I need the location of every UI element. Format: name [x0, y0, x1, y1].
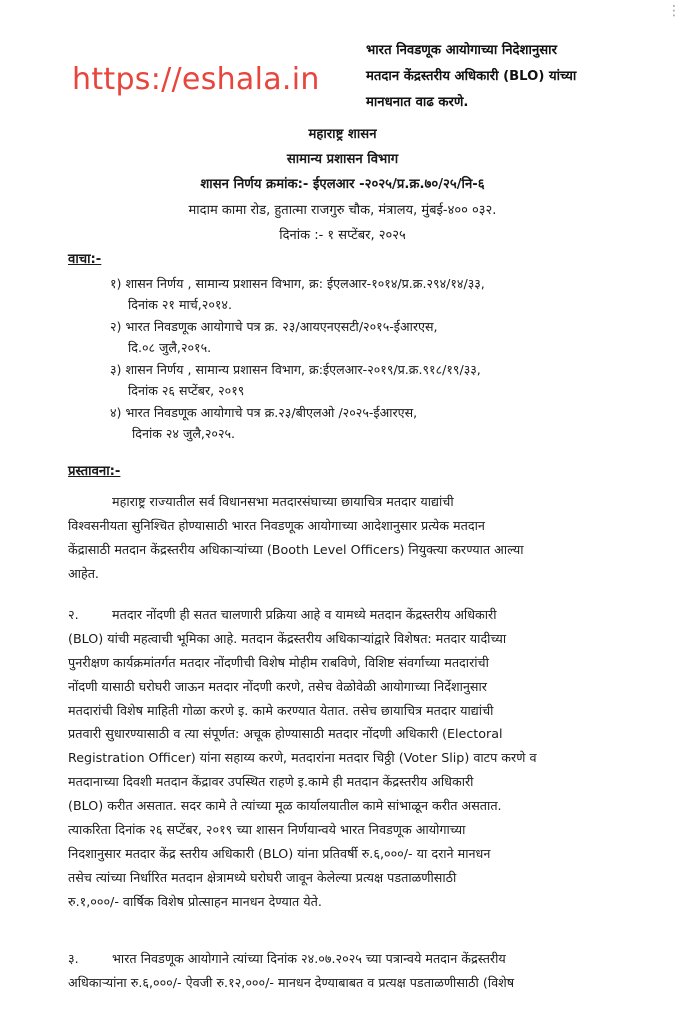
government-title: महाराष्ट्र शासन	[308, 127, 377, 142]
order-number: शासन निर्णय क्रमांक:- ईएलआर -२०२५/प्र.क्र.७०/२५/नि-६	[200, 177, 485, 192]
reference-item: ४) भारत निवडणूक आयोगाचे पत्र क्र.२३/बीएलओ /२०२५-ईआरएस, दिनांक २४ जुलै,२०२५.	[110, 405, 418, 441]
reference-item: २) भारत निवडणूक आयोगाचे पत्र क्र. २३/आयएनएसटी/२०१५-ईआरएस, दि.०८ जुलै,२०१५.	[110, 319, 438, 355]
preamble-heading: प्रस्तावना:-	[68, 464, 121, 479]
paragraph-number: ३.	[68, 951, 79, 966]
department-title: सामान्य प्रशासन विभाग	[286, 152, 399, 167]
reference-item: ३) शासन निर्णय , सामान्य प्रशासन विभाग, क्र:ईएलआर-२०१९/प्र.क्र.९१८/१९/३३, दिनांक २६ सप्टेंबर, २०१९	[110, 362, 481, 398]
preamble-paragraph-1: महाराष्ट्र राज्यातील सर्व विधानसभा मतदारसंघाच्या छायाचित्र मतदार याद्यांची विश्वसनीयता सुनिश्चित होण्यासाठी भारत निवडणूक आयोगाच्या आदेशानुसार प्रत्येक मतदान केंद्रासाठी मतदान केंद्रस्तरीय अधिकाऱ्यांच्या (Booth Level Officers) नियुक्त्या करण्यात आल्या आहेत.	[68, 494, 524, 581]
subject-line: भारत निवडणूक आयोगाच्या निदेशानुसार	[366, 43, 557, 58]
vertical-dots-icon[interactable]: ⋮	[667, 3, 681, 19]
subject-line: मानधनात वाढ करणे.	[366, 95, 469, 110]
preamble-paragraph-2: २. मतदार नोंदणी ही सतत चालणारी प्रक्रिया आहे व यामध्ये मतदान केंद्रस्तरीय अधिकारी (BLO) यांची महत्वाची भूमिका आहे. मतदान केंद्रस्तरीय अधिकाऱ्यांद्वारे विशेषत: मतदार यादीच्या पुनरीक्षण कार्यक्रमांतर्गत मतदार नोंदणीची विशेष मोहीम राबविणे, विशिष्ट संवर्गाच्या मतदारांची नोंदणी यासाठी घरोघरी जाऊन मतदार नोंदणी करणे, तसेच वेळोवेळी आयोगाच्या निर्देशानुसार मतदारांची विशेष माहिती गोळा करणे इ. कामे करण्यात येतात. तसेच छायाचित्र मतदार याद्यांची प्रतवारी सुधारण्यासाठी व त्या संपूर्णत: अचूक होण्यासाठी मतदार नोंदणी अधिकारी (Electoral Registration Officer) यांना सहाय्य करणे, मतदारांना मतदार चिठ्ठी (Voter Slip) वाटप करणे व मतदानाच्या दिवशी मतदान केंद्रावर उपस्थित राहणे इ.कामे ही मतदान केंद्रस्तरीय अधिकारी (BLO) करीत असतात. सदर कामे ते त्यांच्या मूळ कार्यालयातील कामे सांभाळून करीत असतात. त्याकरिता दिनांक २६ सप्टेंबर, २०१९ च्या शासन निर्णयान्वये भारत निवडणूक आयोगाच्या निदशानुसार मतदार केंद्र स्तरीय अधिकारी (BLO) यांना प्रतिवर्षी रु.६,०००/- या दराने मानधन तसेच त्यांच्या निर्धारित मतदान क्षेत्रामध्ये घरोघरी जावून केलेल्या प्रत्यक्ष पडताळणीसाठी रु.१,०००/- वार्षिक विशेष प्रोत्साहन मानधन देण्यात येते.	[68, 603, 628, 914]
order-date: दिनांक :- १ सप्टेंबर, २०२५	[279, 228, 406, 243]
office-address: मादाम कामा रोड, हुतात्मा राजगुरु चौक, मंत्रालय, मुंबई-४०० ०३२.	[188, 203, 497, 218]
reference-item: १) शासन निर्णय , सामान्य प्रशासन विभाग, क्र: ईएलआर-१०१४/प्र.क्र.२९४/१४/३३, दिनांक २१ मार्च,२०१४.	[110, 276, 485, 312]
preamble-paragraph-3: ३. भारत निवडणूक आयोगाने त्यांच्या दिनांक २४.०७.२०२५ च्या पत्रान्वये मतदान केंद्रस्तरीय अधिकाऱ्यांना रु.६,०००/- ऐवजी रु.१२,०००/- मानधन देण्याबाबत व प्रत्यक्ष पडताळणीसाठी (विशेष	[68, 947, 628, 995]
references-heading: वाचा:-	[68, 252, 102, 267]
references-list	[110, 274, 630, 446]
paragraph-number: २.	[68, 607, 79, 622]
subject-line: मतदान केंद्रस्तरीय अधिकारी (BLO) यांच्या	[366, 69, 577, 84]
subject-block	[366, 38, 636, 116]
watermark-url: https://eshala.in	[72, 62, 320, 97]
